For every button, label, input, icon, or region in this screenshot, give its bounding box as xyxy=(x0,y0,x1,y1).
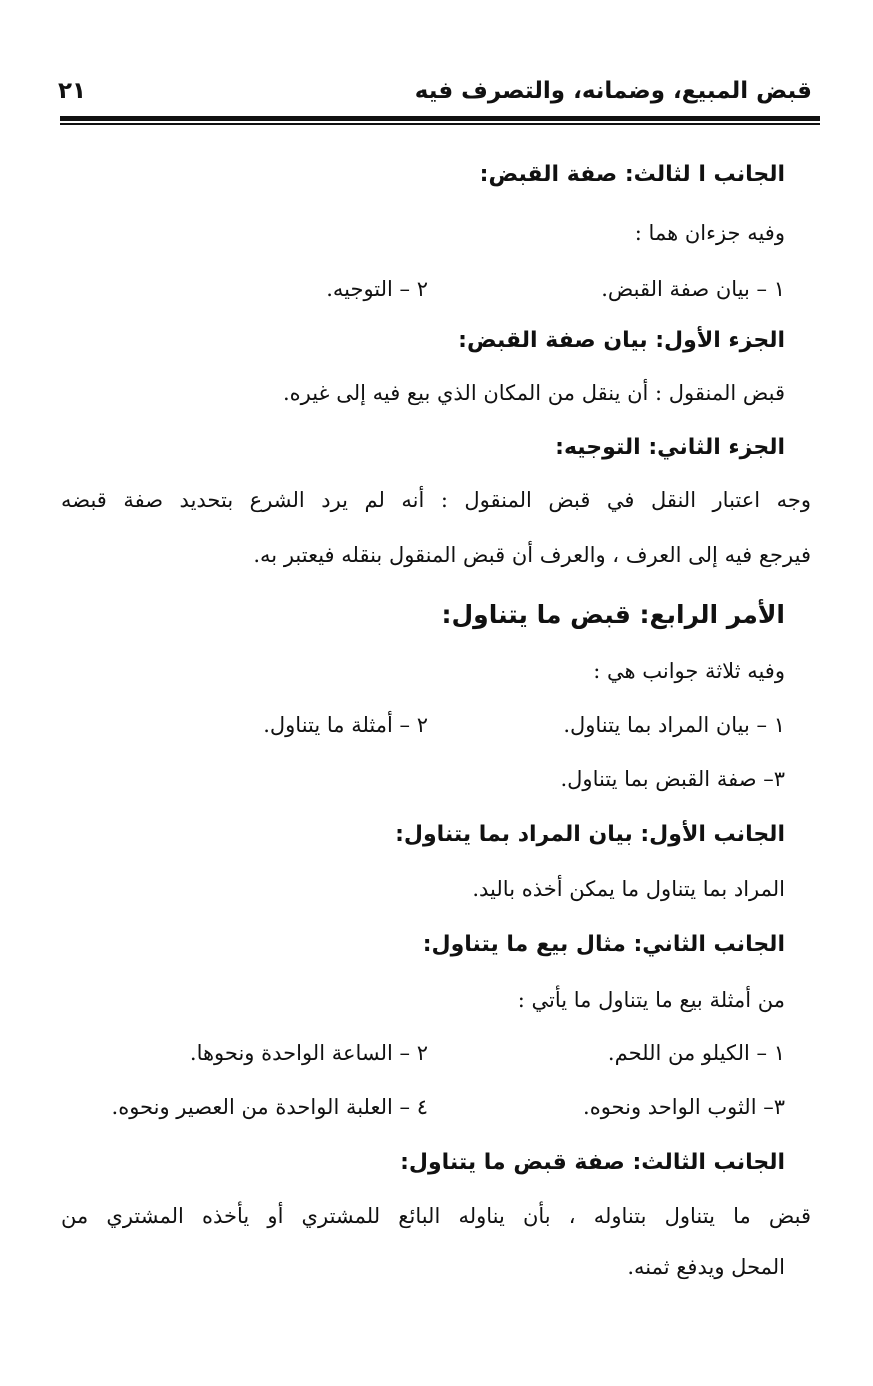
part2-paragraph-line1: وجه اعتبار النقل في قبض المنقول : أنه لم يرد الشرع بتحديد صفة قبضه xyxy=(61,488,811,512)
heading-side1: الجانب الأول: بيان المراد بما يتناول: xyxy=(395,822,785,847)
heading-part1: الجزء الأول: بيان صفة القبض: xyxy=(458,328,785,353)
header-rule-thick xyxy=(60,116,820,121)
example-item-3: ٣– الثوب الواحد ونحوه. xyxy=(583,1095,785,1119)
parts-list-item-1: ١ – بيان صفة القبض. xyxy=(601,277,785,301)
example-item-1: ١ – الكيلو من اللحم. xyxy=(607,1041,785,1065)
part1-paragraph: قبض المنقول : أن ينقل من المكان الذي بيع فيه إلى غيره. xyxy=(282,381,785,405)
sides-list-item-3: ٣– صفة القبض بما يتناول. xyxy=(560,767,785,791)
parts-list-item-2: ٢ – التوجيه. xyxy=(326,277,428,301)
heading-part2: الجزء الثاني: التوجيه: xyxy=(555,435,785,460)
side1-paragraph: المراد بما يتناول ما يمكن أخذه باليد. xyxy=(472,877,785,901)
header-rule-thin xyxy=(60,123,820,125)
parts-intro: وفيه جزءان هما : xyxy=(634,221,785,245)
part2-paragraph-line2: فيرجع فيه إلى العرف ، والعرف أن قبض المنقول بنقله فيعتبر به. xyxy=(253,543,811,567)
side3-paragraph-line2: المحل ويدفع ثمنه. xyxy=(627,1255,785,1279)
examples-intro: من أمثلة بيع ما يتناول ما يأتي : xyxy=(517,988,785,1012)
example-item-2: ٢ – الساعة الواحدة ونحوها. xyxy=(189,1041,428,1065)
heading-side3-qabd-description: الجانب ا لثالث: صفة القبض: xyxy=(479,162,785,187)
sides-list-item-1: ١ – بيان المراد بما يتناول. xyxy=(563,713,785,737)
example-item-4: ٤ – العلبة الواحدة من العصير ونحوه. xyxy=(111,1095,428,1119)
page-header xyxy=(52,72,822,112)
side3-paragraph-line1: قبض ما يتناول بتناوله ، بأن يناوله البائع للمشتري أو يأخذه المشتري من xyxy=(61,1204,811,1228)
running-title: قبض المبيع، وضمانه، والتصرف فيه xyxy=(414,78,812,104)
heading-side3-handling: الجانب الثالث: صفة قبض ما يتناول: xyxy=(400,1150,785,1175)
page-number: ٢١ xyxy=(58,78,87,104)
heading-matter4: الأمر الرابع: قبض ما يتناول: xyxy=(441,600,785,629)
heading-side2: الجانب الثاني: مثال بيع ما يتناول: xyxy=(422,932,785,957)
sides-list-item-2: ٢ – أمثلة ما يتناول. xyxy=(263,713,428,737)
sides-intro: وفيه ثلاثة جوانب هي : xyxy=(593,659,785,683)
